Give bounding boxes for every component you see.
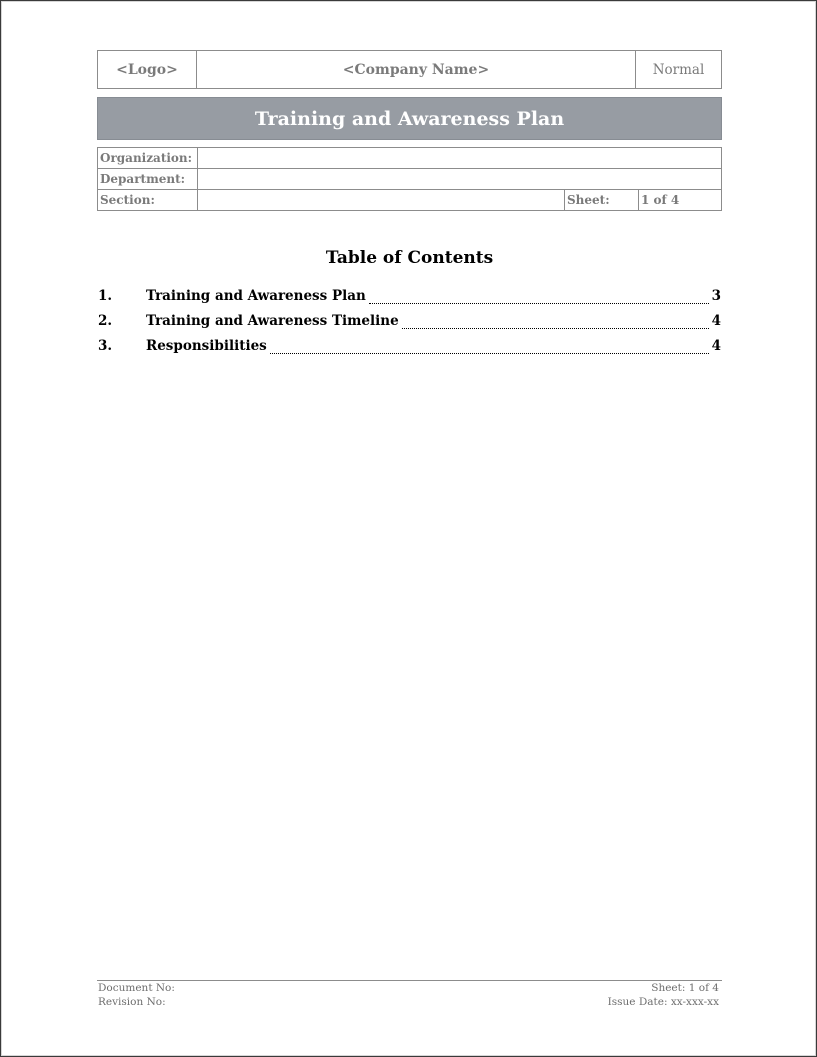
toc-number: 2.: [98, 313, 113, 329]
footer-divider: [97, 980, 722, 981]
info-table: [97, 147, 722, 211]
toc-entry[interactable]: [98, 313, 721, 333]
toc-page: 3: [711, 288, 721, 304]
footer-revision-no: Revision No:: [98, 996, 166, 1008]
toc-page: 4: [711, 313, 721, 329]
sheet-value: 1 of 4: [639, 190, 722, 211]
logo-placeholder: <Logo>: [98, 51, 197, 88]
department-label: Department:: [98, 169, 198, 190]
sheet-label: Sheet:: [565, 190, 639, 211]
footer-document-no: Document No:: [98, 982, 175, 994]
toc-title: Table of Contents: [325, 248, 494, 268]
section-value: [198, 190, 565, 211]
toc-number: 1.: [98, 288, 113, 304]
status-label: Normal: [652, 61, 705, 78]
document-title: Training and Awareness Plan: [97, 97, 722, 140]
toc-text: Training and Awareness Plan: [146, 288, 366, 304]
toc-number: 3.: [98, 338, 113, 354]
company-name: <Company Name>: [197, 51, 636, 88]
toc-text: Training and Awareness Timeline: [146, 313, 399, 329]
department-value: [198, 169, 722, 190]
toc-leader: [402, 328, 709, 329]
footer-sheet: Sheet: 1 of 4: [651, 982, 719, 994]
footer-issue-date: Issue Date: xx-xxx-xx: [607, 996, 719, 1008]
toc-page: 4: [711, 338, 721, 354]
toc-entry[interactable]: [98, 288, 721, 308]
toc-leader: [270, 353, 709, 354]
organization-value: [198, 148, 722, 169]
header-table: [97, 50, 722, 89]
toc-entry[interactable]: [98, 338, 721, 358]
toc-leader: [369, 303, 709, 304]
section-label: Section:: [98, 190, 198, 211]
organization-label: Organization:: [98, 148, 198, 169]
toc-text: Responsibilities: [146, 338, 267, 354]
